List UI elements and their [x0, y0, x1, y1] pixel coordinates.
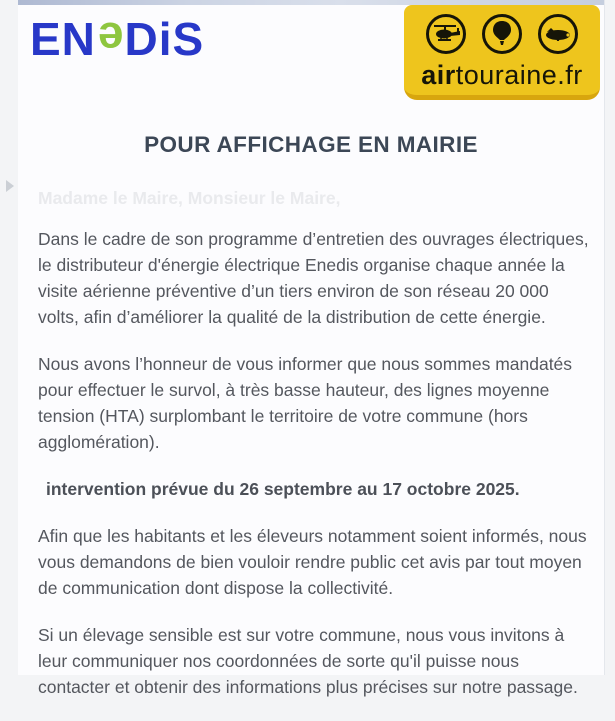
- paragraph-livestock-contact: Si un élevage sensible est sur votre commune, nous vous invitons à leur communiquer nos coordonnées de sorte qu'il puisse nous contacter et obtenir des informations plus précises sur notre passage.: [38, 625, 578, 697]
- enedis-logo-text-left: EN: [30, 13, 96, 65]
- airtouraine-icons-row: [426, 14, 578, 54]
- airtouraine-wordmark-air: air: [421, 60, 456, 90]
- document-title: POUR AFFICHAGE EN MAIRIE: [144, 132, 478, 157]
- hot-air-balloon-icon: [482, 14, 522, 54]
- document-body: [38, 226, 590, 721]
- intervention-date-line: intervention prévue du 26 septembre au 17 octobre 2025.: [46, 479, 520, 499]
- paragraph-maintenance-program: Dans le cadre de son programme d’entretien des ouvrages électriques, le distributeur d'énergie électrique Enedis organise chaque année la visite aérienne préventive d’un tiers environ de son réseau 20 000 volts, afin d’améliorer la qualité de la distribution de cette énergie.: [38, 229, 589, 327]
- airtouraine-wordmark-domain: touraine.fr: [455, 60, 583, 90]
- paragraph-survey-mandate: Nous avons l’honneur de vous informer que nous sommes mandatés pour effectuer le survol, à très basse hauteur, des lignes moyenne tension (HTA) surplombant le territoire de votre commune (hors agglomération).: [38, 354, 573, 452]
- salutation-line: Madame le Maire, Monsieur le Maire,: [38, 188, 341, 208]
- airtouraine-wordmark: [421, 60, 583, 91]
- airplane-icon: [538, 14, 578, 54]
- airtouraine-logo: [404, 5, 600, 100]
- paragraph-public-notice: Afin que les habitants et les éleveurs notamment soient informés, nous vous demandons de bien vouloir rendre public cet avis par tout moyen de communication dont dispose la collectivité.: [38, 526, 587, 598]
- enedis-logo-green-e: e: [96, 13, 124, 65]
- margin-arrow-marker: [6, 180, 14, 192]
- document-panel: [18, 0, 605, 697]
- enedis-logo: [30, 13, 205, 65]
- helicopter-icon: [426, 14, 466, 54]
- enedis-logo-text-right: DiS: [124, 13, 205, 65]
